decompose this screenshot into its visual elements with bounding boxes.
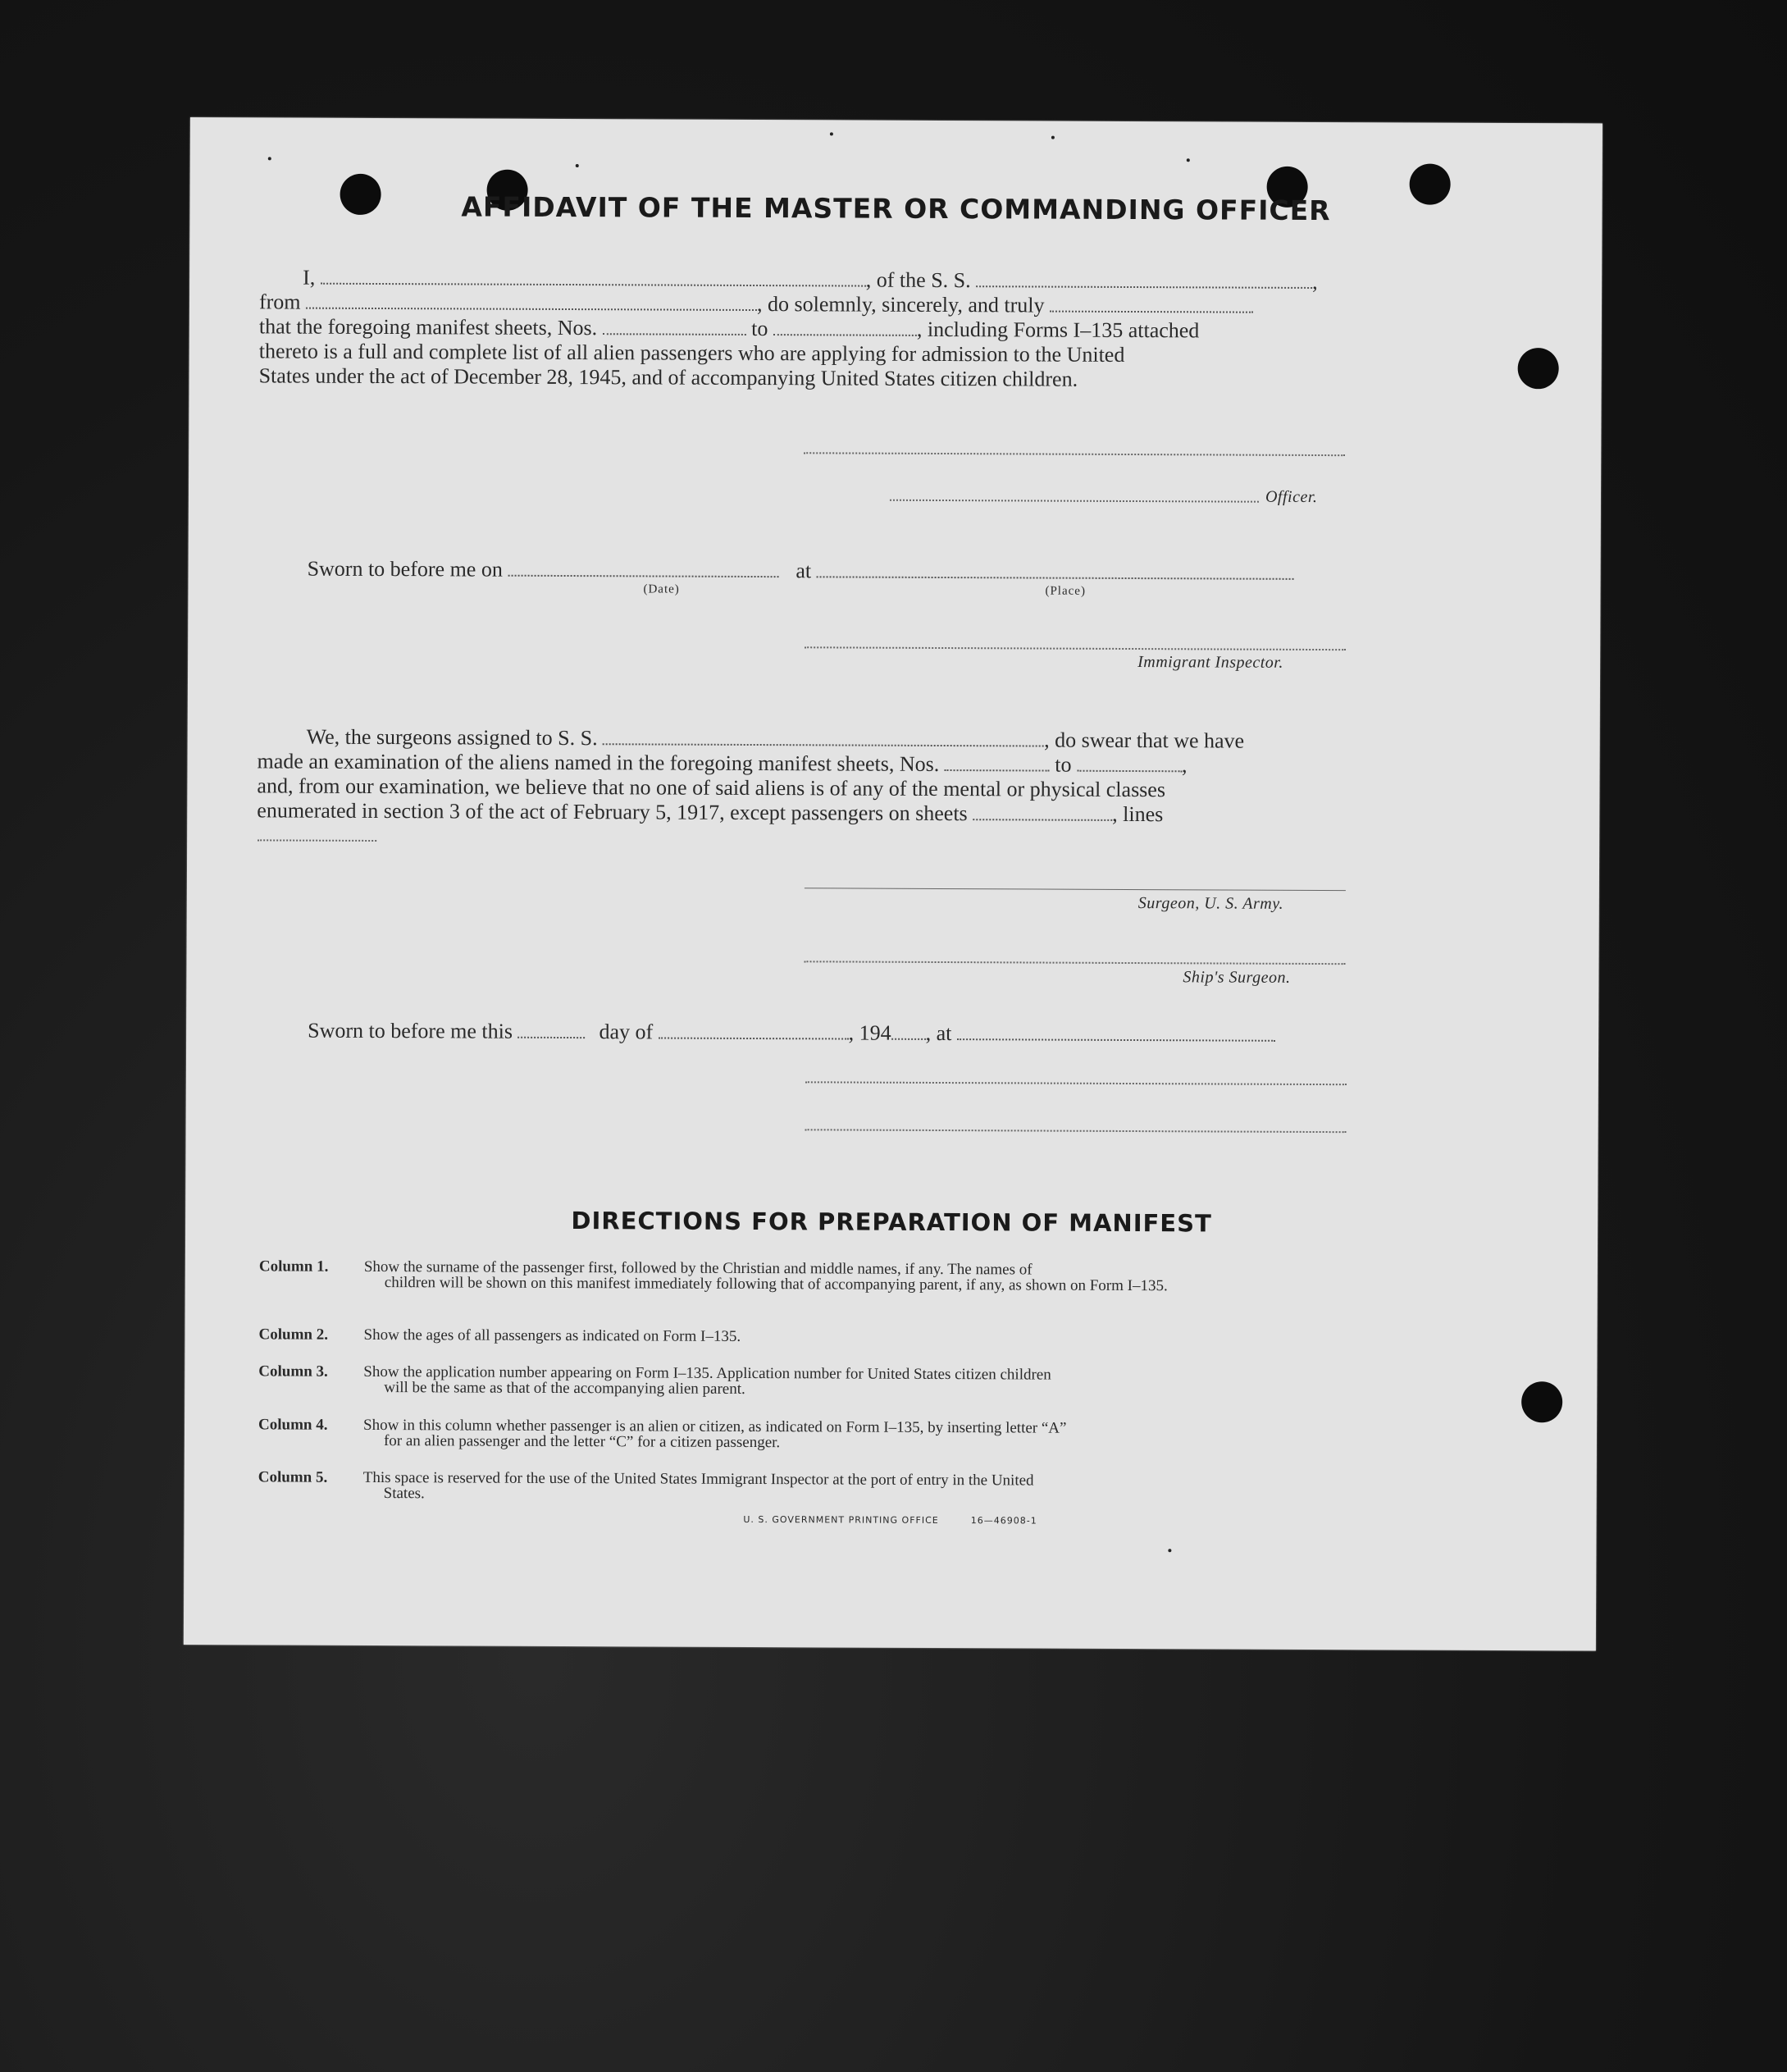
pronoun-i: I, (303, 265, 316, 290)
column-1-rest: children will be shown on this manifest immediately following that of accompanying parent, if any, as shown on Form I–135. (384, 1274, 1168, 1295)
column-4-first: Show in this column whether passenger is an alien or citizen, as indicated on Form I–135, by inserting letter “A” (362, 1416, 1067, 1437)
column-1-label: Column 1. (258, 1257, 329, 1276)
day-of-label: day of (599, 1020, 654, 1044)
dust-speck (1168, 1549, 1171, 1552)
affidavit-title: AFFIDAVIT OF THE MASTER OR COMMANDING OFFICER (461, 190, 1331, 227)
sworn-date-field[interactable] (508, 560, 778, 577)
sworn-month-field[interactable] (659, 1023, 849, 1040)
sworn-year-field[interactable] (891, 1024, 926, 1040)
surgeons-vessel-field[interactable] (603, 728, 1044, 746)
column-5-label: Column 5. (258, 1468, 328, 1486)
exam-sheet-from-field[interactable] (945, 755, 1050, 772)
except-sheets-field[interactable] (973, 804, 1112, 821)
column-3-label: Column 3. (258, 1362, 328, 1381)
officer-caption: Officer. (1265, 487, 1318, 507)
from-label: from (258, 290, 301, 314)
affidavit-line-5: States under the act of December 28, 1945, and of accompanying United States citizen children. (258, 363, 1078, 391)
comma: , (1312, 269, 1318, 294)
sworn-this-line (308, 1019, 1275, 1047)
army-surgeon-signature-line[interactable] (805, 888, 1346, 891)
year-prefix: , 194 (848, 1020, 891, 1045)
official-signature-line[interactable] (805, 1081, 1347, 1085)
place-caption: (Place) (1045, 584, 1087, 598)
column-2-text (363, 1327, 1342, 1347)
sworn-day-field[interactable] (517, 1022, 585, 1038)
column-5-first: This space is reserved for the use of the United States Immigrant Inspector at the port of entry in the United (362, 1468, 1034, 1490)
surgeons-line-2 (258, 749, 1188, 778)
of-ss-label: , of the S. S. (865, 267, 971, 293)
inspector-signature-line[interactable] (805, 646, 1346, 650)
punch-hole (1518, 348, 1559, 389)
inspector-caption: Immigrant Inspector. (1137, 653, 1283, 672)
column-3-rest: will be the same as that of the accompanying alien parent. (384, 1379, 745, 1398)
column-1-first: Show the surname of the passenger first, followed by the Christian and middle names, if any. The names of (363, 1257, 1033, 1279)
exam-sheet-to-field[interactable] (1077, 755, 1182, 773)
column-2-first: Show the ages of all passengers as indicated on Form I–135. (363, 1326, 741, 1345)
exam-to-label: to (1055, 752, 1072, 777)
master-signature-line[interactable] (804, 452, 1345, 456)
lines-label: , lines (1112, 801, 1164, 827)
column-4-label: Column 4. (258, 1416, 328, 1434)
sworn-at-label: , at (925, 1020, 952, 1046)
column-3-text (363, 1364, 1342, 1399)
surgeons-line-3: and, from our examination, we believe that no one of said aliens is of any of the mental or physical classes (257, 774, 1166, 802)
sworn-on-label: Sworn to before me on (307, 556, 503, 582)
forms-label: , including Forms I–135 attached (916, 317, 1200, 343)
at-label: at (795, 559, 812, 583)
affidavit-line-3 (259, 314, 1200, 343)
surgeons-assigned-label: We, the surgeons assigned to S. S. (306, 724, 598, 751)
surgeons-line-1 (307, 725, 1245, 754)
printer-label: U. S. GOVERNMENT PRINTING OFFICE (743, 1513, 939, 1526)
form-code: 16—46908-1 (970, 1515, 1037, 1527)
sheet-to-field[interactable] (773, 319, 917, 336)
dust-speck (1051, 136, 1055, 139)
sworn-this-place-field[interactable] (957, 1024, 1275, 1042)
affidavit-line-4: thereto is a full and complete list of all alien passengers who are applying for admission to the United (258, 339, 1125, 367)
column-3-first: Show the application number appearing on Form I–135. Application number for United States citizen children (363, 1362, 1051, 1384)
official-title-line[interactable] (805, 1129, 1347, 1133)
sworn-on-line (308, 557, 1294, 586)
form-sheet (184, 117, 1602, 1650)
except-lines-field[interactable] (258, 839, 376, 842)
column-5-rest: States. (383, 1485, 425, 1503)
swear-label: , do solemnly, sincerely, and truly (756, 292, 1045, 317)
officer-signature-line[interactable] (890, 500, 1259, 503)
comma: , (1182, 753, 1188, 778)
directions-title: DIRECTIONS FOR PREPARATION OF MANIFEST (571, 1207, 1212, 1238)
enumerated-label: enumerated in section 3 of the act of February 5, 1917, except passengers on sheets (257, 798, 968, 826)
surgeons-line-4 (257, 798, 1163, 827)
sworn-this-label: Sworn to before me this (308, 1018, 513, 1043)
column-5-text (363, 1470, 1342, 1505)
examination-label: made an examination of the aliens named in the foregoing manifest sheets, Nos. (257, 749, 940, 776)
column-1-text (364, 1259, 1343, 1294)
column-4-rest: for an alien passenger and the letter “C” for a citizen passenger. (383, 1432, 781, 1452)
vessel-name-field[interactable] (976, 271, 1312, 289)
dust-speck (576, 164, 579, 167)
sheet-from-field[interactable] (603, 318, 746, 335)
printing-footer (185, 1512, 1597, 1529)
dust-speck (1187, 158, 1190, 162)
date-caption: (Date) (643, 582, 680, 596)
dust-speck (830, 132, 833, 135)
ship-surgeon-signature-line[interactable] (805, 961, 1346, 965)
army-surgeon-caption: Surgeon, U. S. Army. (1137, 894, 1284, 913)
ship-surgeon-caption: Ship's Surgeon. (1183, 968, 1291, 987)
column-4-text (363, 1417, 1342, 1453)
departure-port-field[interactable] (306, 293, 757, 311)
surgeons-swear-label: , do swear that we have (1044, 728, 1245, 753)
swear-remainder-field[interactable] (1050, 296, 1253, 313)
master-name-field[interactable] (321, 268, 866, 287)
to-label: to (751, 316, 768, 341)
sworn-place-field[interactable] (817, 561, 1294, 580)
dust-speck (268, 157, 271, 160)
column-2-label: Column 2. (258, 1326, 329, 1344)
punch-hole (1521, 1381, 1562, 1422)
sheets-label: that the foregoing manifest sheets, Nos. (258, 314, 598, 340)
